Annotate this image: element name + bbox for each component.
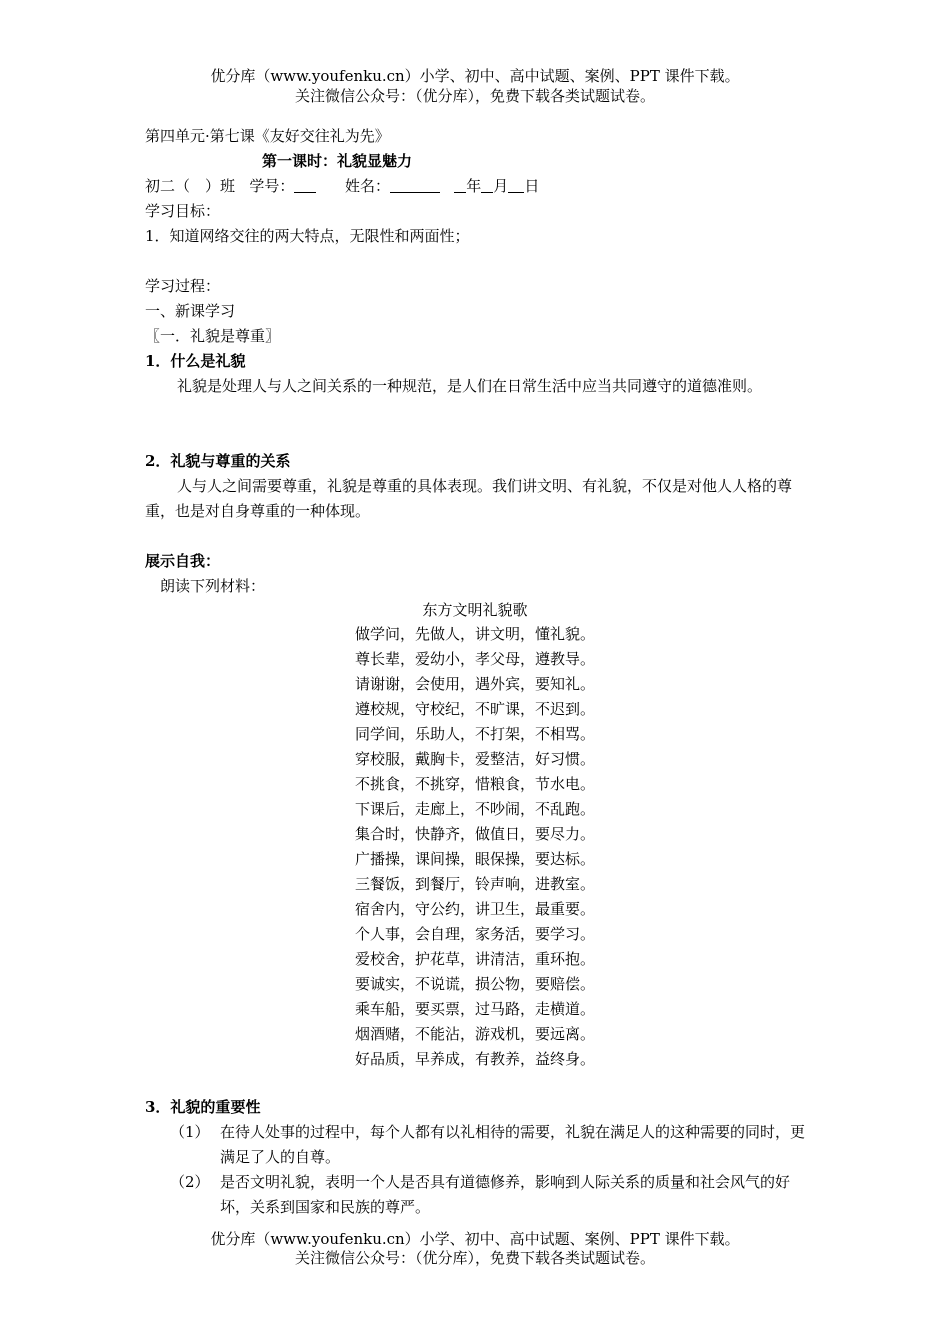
month-label: 月 xyxy=(493,177,509,195)
section-1-heading: 〖一．礼貌是尊重〗 xyxy=(145,327,281,345)
poem-line: 宿舍内，守公约，讲卫生，最重要。 xyxy=(354,900,595,918)
poem-line: 尊长辈，爱幼小，孝父母，遵教导。 xyxy=(354,650,595,668)
poem-line: 不挑食，不挑穿，惜粮食，节水电。 xyxy=(354,775,595,793)
student-id-label: 学号： xyxy=(249,177,295,195)
goal-1: 1．知道网络交往的两大特点，无限性和两面性； xyxy=(145,227,470,245)
q3-item-number: （1） xyxy=(170,1123,210,1141)
header-line-1: 优分库（www.youfenku.cn）小学、初中、高中试题、案例、PPT 课件下载。 xyxy=(210,67,740,85)
month-blank[interactable] xyxy=(481,176,493,193)
footer-line-2: 关注微信公众号：（优分库），免费下载各类试题试卷。 xyxy=(294,1249,655,1267)
q2-heading: 2．礼貌与尊重的关系 xyxy=(145,452,291,470)
poem-line: 遵校规，守校纪，不旷课，不迟到。 xyxy=(354,700,595,718)
year-label: 年 xyxy=(466,177,482,195)
student-name-blank[interactable] xyxy=(390,176,440,193)
poem-line: 做学问，先做人，讲文明，懂礼貌。 xyxy=(354,625,595,643)
unit-title: 第四单元·第七课《友好交往礼为先》 xyxy=(145,127,390,145)
q1-heading: 1．什么是礼貌 xyxy=(145,352,246,370)
q3-heading: 3．礼貌的重要性 xyxy=(145,1098,261,1116)
q3-item xyxy=(170,1120,810,1170)
poem-line: 个人事，会自理，家务活，要学习。 xyxy=(354,925,595,943)
poem-line: 广播操，课间操，眼保操，要达标。 xyxy=(354,850,595,868)
footer-line-1: 优分库（www.youfenku.cn）小学、初中、高中试题、案例、PPT 课件下载。 xyxy=(210,1230,740,1248)
read-prompt: 朗读下列材料： xyxy=(160,577,266,595)
day-blank[interactable] xyxy=(508,176,524,193)
poem-body xyxy=(300,622,650,1072)
poem-line: 爱校舍，护花草，讲清洁，重环抱。 xyxy=(354,950,595,968)
process-heading: 学习过程： xyxy=(145,277,221,295)
part-1-heading: 一、新课学习 xyxy=(145,302,236,320)
q3-item-number: （2） xyxy=(170,1173,210,1191)
q3-item-text: 是否文明礼貌，表明一个人是否具有道德修养，影响到人际关系的质量和社会风气的好坏，关系到国家和民族的尊严。 xyxy=(220,1173,791,1216)
poem-line: 要诚实，不说谎，损公物，要赔偿。 xyxy=(354,975,595,993)
student-name-label: 姓名： xyxy=(344,177,390,195)
header-line-2: 关注微信公众号：（优分库），免费下载各类试题试卷。 xyxy=(294,87,655,105)
poem-title: 东方文明礼貌歌 xyxy=(422,601,528,619)
poem-line: 下课后，走廊上，不吵闹，不乱跑。 xyxy=(354,800,595,818)
lesson-title: 第一课时：礼貌显魅力 xyxy=(262,152,413,170)
poem-line: 烟酒赌，不能沾，游戏机，要远离。 xyxy=(354,1025,595,1043)
poem-line: 集合时，快静齐，做值日，要尽力。 xyxy=(354,825,595,843)
poem-line: 三餐饭，到餐厅，铃声响，进教室。 xyxy=(354,875,595,893)
class-label: 初二（ ）班 xyxy=(145,177,236,195)
student-id-blank[interactable] xyxy=(294,176,316,193)
year-blank[interactable] xyxy=(454,176,466,193)
q1-text: 礼貌是处理人与人之间关系的一种规范，是人们在日常生活中应当共同遵守的道德准则。 xyxy=(177,377,763,395)
show-heading: 展示自我： xyxy=(145,552,221,570)
q3-item-text: 在待人处事的过程中，每个人都有以礼相待的需要，礼貌在满足人的这种需要的同时，更满足了人的自尊。 xyxy=(220,1123,806,1166)
poem-line: 乘车船，要买票，过马路，走横道。 xyxy=(354,1000,595,1018)
goals-heading: 学习目标： xyxy=(145,202,221,220)
student-info-line xyxy=(145,174,539,198)
q3-item xyxy=(170,1170,810,1220)
q2-text: 人与人之间需要尊重，礼貌是尊重的具体表现。我们讲文明、有礼貌，不仅是对他人人格的尊重，也是对自身尊重的一种体现。 xyxy=(145,477,793,520)
poem-line: 同学间，乐助人，不打架，不相骂。 xyxy=(354,725,595,743)
day-label: 日 xyxy=(524,177,540,195)
poem-line: 好品质，早养成，有教养，益终身。 xyxy=(354,1050,595,1068)
poem-line: 穿校服，戴胸卡，爱整洁，好习惯。 xyxy=(354,750,595,768)
poem-line: 请谢谢，会使用，遇外宾，要知礼。 xyxy=(354,675,595,693)
